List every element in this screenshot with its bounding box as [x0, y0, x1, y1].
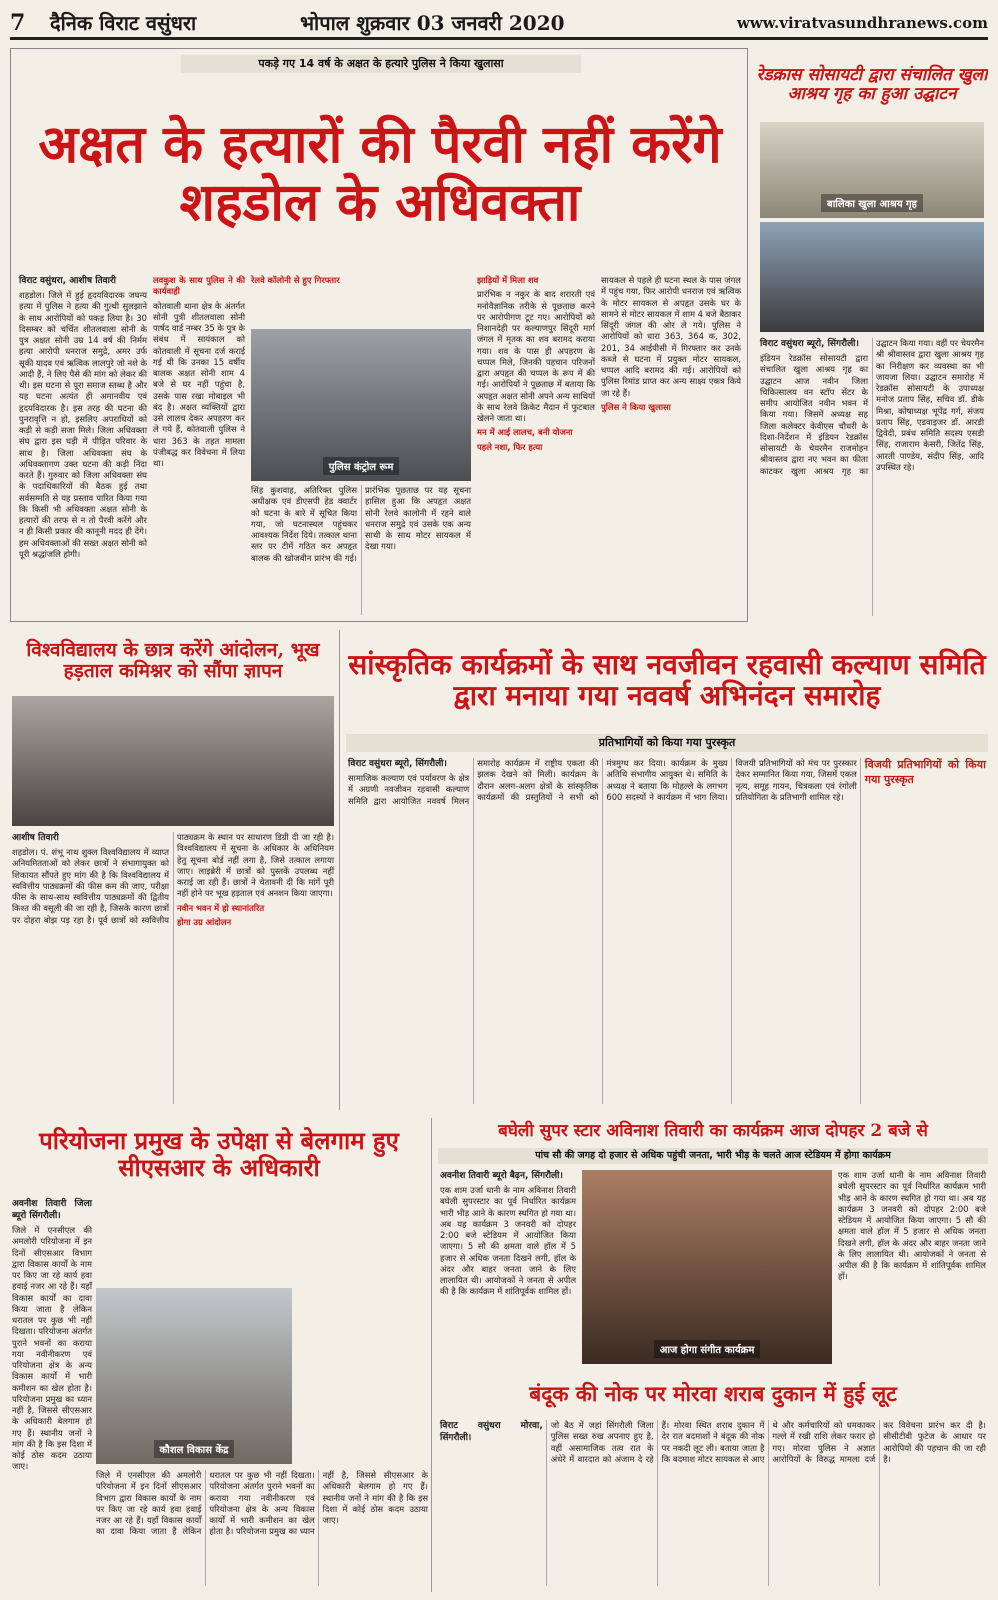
story-headline: सांस्कृतिक कार्यक्रमों के साथ नवजीवन रहवासी कल्याण समिति द्वारा मनाया गया नववर्ष अभिनंदन समारोह [348, 647, 986, 712]
story-body [760, 338, 984, 616]
story-byline: विराट वसुंधरा, आशीष तिवारी [19, 276, 116, 286]
story-headline: रेडक्रास सोसायटी द्वारा संचालित खुला आश्रय गृह का हुआ उद्घाटन [756, 64, 988, 104]
story-text: सामाजिक कल्याण एवं पर्यावरण के क्षेत्र में अग्रणी नवजीवन रहवासी कल्याण समिति द्वारा आयोजित नववर्ष मिलन समारोह कार्यक्रम में राष्ट्रीय एकता की झलक देखने को मिली। कार्यक्रम के दौरान अलग-अलग क्षेत्रों के सांस्कृतिक कार्यक्रमों की प्रस्तुतियों ने सभी को मंत्रमुग्ध कर दिया। कार्यक्रम के मुख्य अतिथि संभागीय आयुक्त थे। समिति के अध्यक्ष ने बताया कि मोहल्ले के लगभग 600 सदस्यों ने कार्यक्रम में भाग लिया। विजयी प्रतिभागियों को मंच पर पुरस्कार देकर सम्मानित किया गया, जिसमें एकल नृत्य, समूह गायन, चित्रकला एवं रंगोली प्रतियोगिता के प्रतिभागी शामिल रहे। [348, 758, 857, 806]
subhead: रेलवे कॉलोनी से हुए गिरफ्तार [251, 275, 340, 285]
story-column [601, 275, 741, 615]
crowd-photo [582, 1170, 832, 1364]
story-text: इंडियन रेडक्रॉस सोसायटी द्वारा संचालित खुला आश्रय गृह का उद्घाटन आज नवीन जिला चिकित्सालय वन स्टॉप सेंटर के समीप आयोजित नवीन भवन में किया गया। जिसमें अध्यक्ष सह जिला कलेक्टर केवीएस चौधरी के दिशा-निर्देशन में इंडियन रेडक्रॉस सोसायटी के चेयरमैन राजमोहन श्रीवास्तव द्वारा नए भवन का फीता काटकर खुला आश्रय गृह का उद्घाटन किया गया। वहीं पर चेयरमैन श्री श्रीवास्तव द्वारा खुला आश्रय गृह का निरीक्षण कर व्यवस्था का भी जायजा लिया। उद्घाटन समारोह में रेडक्रॉस सोसायटी के उपाध्यक्ष मनोज प्रताप सिंह, सचिव डॉ. डीके मिश्रा, कोषाध्यक्ष भूपेंद्र गर्ग, संजय प्रताप सिंह, एडवाइजर डॉ. आरडी द्विवेदी, प्रबंध समिति सदस्य एसडी सिंह, राजाराम केसरी, जितेंद्र सिंह, आरती पाण्डेय, संदीप सिंह, आदि उपस्थित रहे। [760, 338, 984, 476]
story-byline: अवनीश तिवारी ब्यूरो बैढ़न, सिंगरौली। [440, 1171, 563, 1181]
story-university-protest [10, 630, 340, 1110]
story-new-year-celebration [346, 630, 988, 1110]
photo-caption: पुलिस कंट्रोल रूम [323, 457, 400, 475]
story-text: जो बैठ में जहां सिंगरौली जिला पुलिस सख्त रुख अपनाए हुए है, वहीं असामाजिक तत्व रात के अंधेरे में वारदात को अंजाम दे रहे हैं। मोरवा स्थित शराब दुकान में देर रात बदमाशों ने बंदूक की नोक पर नकदी लूट ली। बताया जाता है कि बदमाश मोटर सायकल से आए थे और कर्मचारियों को धमकाकर गल्ले में रखी राशि लेकर फरार हो गए। मोरवा पुलिस ने अज्ञात आरोपियों के विरुद्ध मामला दर्ज कर विवेचना प्रारंभ कर दी है। सीसीटीवी फुटेज के आधार पर आरोपियों की पहचान की जा रही है। [550, 1420, 986, 1464]
story-column [96, 1470, 428, 1586]
subhead: पुलिस ने किया खुलासा [601, 401, 671, 412]
subhead: विजयी प्रतिभागियों को किया गया पुरस्कृत [864, 758, 986, 786]
story-body [440, 1420, 986, 1586]
story-column [12, 1198, 92, 1586]
story-headline: विश्वविद्यालय के छात्र करेंगे आंदोलन, भूख हड़ताल कमिश्नर को सौंपा ज्ञापन [26, 638, 320, 682]
story-liquor-shop-robbery [438, 1372, 988, 1592]
story-text: एक शाम उर्जा धानी के नाम अविनाश तिवारी बघेली सुपरस्टार का पूर्व निर्धारित कार्यक्रम भारी भीड़ आने के कारण स्थगित हो गया था। अब यह कार्यक्रम 3 जनवरी को दोपहर 2:00 बजे स्टेडियम में आयोजित किया जाएगा। 5 सौ की क्षमता वाले हॉल में 5 हजार से अधिक जनता दिखने लगी, हॉल के अंदर और बाहर जनता जाने के लिए लालायित थी। आयोजकों ने जनता से अपील की है कि कार्यक्रम में शांतिपूर्वक शामिल हों। [440, 1185, 576, 1297]
story-column [153, 275, 245, 615]
story-byline: विराट वसुंधरा ब्यूरो, सिंगरौली। [348, 759, 447, 769]
story-text: एक शाम उर्जा धानी के नाम अविनाश तिवारी बघेली सुपरस्टार का पूर्व निर्धारित कार्यक्रम भारी भीड़ आने के कारण स्थगित हो गया था। अब यह कार्यक्रम 3 जनवरी को दोपहर 2:00 बजे स्टेडियम में आयोजित किया जाएगा। 5 सौ की क्षमता वाले हॉल में 5 हजार से अधिक जनता दिखने लगी, हॉल के अंदर और बाहर जनता जाने के लिए लालायित थी। आयोजकों ने जनता से अपील की है कि कार्यक्रम में शांतिपूर्वक शामिल हों। [838, 1170, 986, 1282]
story-column [251, 485, 471, 615]
story-column [251, 275, 359, 327]
subhead: नवीन भवन में हो स्थानांतरित [177, 902, 265, 913]
photo-caption: बालिका खुला आश्रय गृह [821, 194, 923, 212]
csr-event-photo [96, 1288, 292, 1464]
story-headline: बंदूक की नोक पर मोरवा शराब दुकान में हुई लूट [529, 1381, 897, 1407]
column-text: सायकल से पहले ही घटना स्थल के पास जंगल में पहुंच गया, फिर आरोपी धनराज एवं ऋत्विक के मोटर सायकल से अपहृत उसके घर के सामने से मोटर सायकल में शाम 4 बजे बैठाकर सिंदूरी जंगल की ओर ले गये। पुलिस ने आरोपियों को धारा 363, 364 क, 302, 201, 34 आईपीसी में गिरफ्तार कर उनके कब्जे से घटना में प्रयुक्त मोटर सायकल, चप्पल आदि बरामद की गई। आरोपियों को पुलिस रिमांड प्राप्त कर अन्य साक्ष्य एकत्र किये जा रहे हैं। [601, 275, 741, 398]
column-text: कोतवाली थाना क्षेत्र के अंतर्गत सोनी पुत्री शीतलवाला सोनी पार्षद वार्ड नम्बर 35 के पुत्र के संबंध में सायंकाल को कोतवाली में सूचना दर्ज कराई गई थी कि उनका 15 वर्षीय बालक अक्षत सोनी शाम 4 बजे से घर नहीं पहुंचा है, उसके पास रखा मोबाइल भी बंद है। अक्षत व्यक्तियों द्वारा उसे लालच देकर अपहरण कर ले गये हैं, कोतवाली पुलिस ने धारा 363 के तहत मामला पंजीबद्ध कर विवेचना में लिया था। [153, 300, 245, 468]
story-text: शहडोल। पं. शंभू नाथ शुक्ल विश्वविद्यालय में व्याप्त अनियमितताओं को लेकर छात्रों ने संभागायुक्त को शिकायत सौंपते हुए मांग की है कि विश्वविद्यालय में स्ववित्तीय पाठ्यक्रमों की फीस कम की जाए, परीक्षा फीस के साथ-साथ स्ववित्तीय पाठ्यक्रमों की द्वितीय किश्त की वसूली की जा रही है, जिसके कारण छात्रों पर दोहरा बोझ पड़ रहा है। पूर्व छात्रों को स्ववित्तीय पाठ्यक्रम के स्थान पर साधारण डिग्री दी जा रही है। विश्वविद्यालय में सूचना के अधिकार के अधिनियम हेतु सूचना बोर्ड नहीं लगा है, जिसे तत्काल लगाया जाए। लाइब्रेरी में छात्रों को पुस्तकें उपलब्ध नहीं कराई जा रही हैं। छात्रों ने चेतावनी दी कि मांगें पूरी नहीं होने पर भूख हड़ताल एवं अनशन किया जाएगा। [12, 832, 334, 925]
website-url[interactable]: www.viratvasundhranews.com [736, 13, 988, 32]
story-byline: विराट वसुंधरा ब्यूरो, सिंगरौली। [760, 339, 859, 349]
subhead: पहले नशा, फिर हत्या [477, 441, 543, 452]
story-akshat-murder [10, 48, 748, 622]
story-avinash-tiwari-show [438, 1118, 988, 1368]
story-headline: अक्षत के हत्यारों की पैरवी नहीं करेंगे शहडोल के अधिवक्ता [38, 113, 722, 233]
story-headline: बघेली सुपर स्टार अविनाश तिवारी का कार्यक्रम आज दोपहर 2 बजे से [498, 1121, 928, 1142]
edition-date: भोपाल शुक्रवार 03 जनवरी 2020 [300, 11, 565, 35]
suspects-photo [251, 329, 471, 481]
group-photo [760, 222, 984, 332]
students-photo [12, 696, 334, 826]
inauguration-photo [760, 122, 984, 218]
story-redcross-shelter [756, 48, 988, 622]
story-csr-officers [10, 1118, 432, 1592]
story-column [477, 275, 595, 615]
story-byline: अवनीश तिवारी जिला ब्यूरो सिंगरौली। [12, 1199, 92, 1222]
subhead: झाड़ियों में मिला शव [477, 275, 539, 285]
subhead: लवकुश के साथ पुलिस ने की कार्यवाही [153, 275, 245, 297]
paper-name: दैनिक विराट वसुंधरा [50, 11, 197, 35]
story-body [348, 758, 986, 1104]
story-body [12, 832, 334, 1104]
story-column [440, 1170, 576, 1364]
story-byline: आशीष तिवारी [12, 833, 59, 843]
story-strap: प्रतिभागियों को किया गया पुरस्कृत [346, 734, 988, 752]
photo-caption: कौशल विकास केंद्र [154, 1440, 235, 1458]
column-text: सिंह कुशवाह, अतिरिक्त पुलिस अधीक्षक एवं डीएसपी हेड क्वार्टर को घटना के बारे में सूचित किया गया, जो घटनास्थल पहुंचकर आवश्यक निर्देश दिये। तत्काल थाना स्तर पर टीमें गठित कर अपहृत बालक की खोजबीन प्रारंभ की गई। प्रारंभिक पूछताछ पर यह सूचना हासिल हुआ कि अपहृत अक्षत सोनी रेलवे कालोनी में रहने वाले धनराज समुद्रे एवं उसके एक अन्य साथी के साथ मोटर सायकल में देखा गया। [251, 485, 471, 563]
photo-caption: आज होगा संगीत कार्यक्रम [654, 1340, 761, 1358]
story-strap: पांच सौ की जगह दो हजार से अधिक पहुंची जनता, भारी भीड़ के चलते आज स्टेडियम में होगा कार्यक्रम [438, 1148, 988, 1164]
subhead: होगा उग्र आंदोलन [177, 916, 232, 927]
story-column [838, 1170, 986, 1364]
subhead: मन में आई लालच, बनी योजना [477, 427, 573, 438]
story-headline: परियोजना प्रमुख के उपेक्षा से बेलगाम हुए सीएसआर के अधिकारी [39, 1126, 399, 1182]
column-text: शहडोल। जिले में हुई हृदयविदारक जघन्य हत्या में पुलिस ने हत्या की गुत्थी सुलझाने के साथ आरोपियों को पकड़ लिया है। 30 दिसम्बर को चर्चित शीतलवाला सोनी के पुत्र अक्षत सोनी उम्र 14 वर्ष की निर्मम हत्या आरोपी धनराज समुद्रे, अमर उर्फ सूकी यादव एवं ऋत्विक लालपुरे जो नशे के आदी हैं, ने लिए पैसे की मांग को लेकर की थी। इस घटना से पूरा समाज स्तब्ध है और यह घटना अत्यंत ही अमानवीय एवं हृदयविदारक है। इस तरह की घटना की पुनरावृत्ति न हो, इसलिए अपराधियों को कड़ी से कड़ी सजा मिले। जिला अधिवक्ता संघ द्वारा इस घड़ी में पीड़ित परिवार के साथ है। जिला अधिवक्ता संघ के अधिवक्तागण उक्त घटना की कड़ी निंदा करते हैं। गुरुवार को जिला अधिवक्ता संघ के पदाधिकारियों की बैठक हुई तथा सर्वसम्मति से यह प्रस्ताव पारित किया गया कि किसी भी अधिवक्ता अक्षत सोनी के हत्यारों की तरफ से न तो पैरवी करेंगे और न ही किसी प्रकार की कानूनी मदद ही देंगे। हम अधिवक्ताओं की सख्त अक्षत सोनी को पूरी श्रद्धांजलि होगी। [19, 290, 147, 559]
masthead [10, 8, 988, 40]
column-text: प्रारंभिक न नकुर के बाद शरारती एवं मनोवैज्ञानिक तरीके से पूछताछ करने पर आरोपीगण टूट गए। आरोपियों को निशानदेही पर कल्याणपुर सिंदूरी मार्ग जंगल में मृतक का शव बरामद कराया गया। शव के पास ही अपहरण के चप्पल मिले, जिनकी पहचान परिजनों द्वारा अपहृत की चप्पल के रूप में की गई। आरोपियों ने पूछताछ में बताया कि अपहृत अक्षत सोनी अपने अन्य साथियों के साथ रेलवे क्रिकेट मैदान में फुटबाल खेलने जाता था। [477, 289, 595, 423]
page-number: 7 [10, 9, 26, 36]
story-text: जिले में एनसीएल की अमलोरी परियोजना में इन दिनों सीएसआर विभाग द्वारा विकास कार्यों के नाम पर किए जा रहे कार्य हवा हवाई नजर आ रहे हैं। यहाँ विकास कार्यों का दावा किया जाता है लेकिन धरातल पर कुछ भी नहीं दिखता। परियोजना अंतर्गत पुराने भवनों का कराया गया नवीनीकरण एवं परियोजना क्षेत्र के अन्य विकास कार्यों में भारी कमीशन का खेल होता है। परियोजना प्रमुख का ध्यान नहीं है, जिससे सीएसआर के अधिकारी बेलगाम हो गए हैं। स्थानीय जनों ने मांग की है कि इस दिशा में कोई ठोस कदम उठाया जाए। [96, 1470, 428, 1537]
story-column [19, 275, 147, 615]
story-text: जिले में एनसीएल की अमलोरी परियोजना में इन दिनों सीएसआर विभाग द्वारा विकास कार्यों के नाम पर किए जा रहे कार्य हवा हवाई नजर आ रहे हैं। यहाँ विकास कार्यों का दावा किया जाता है लेकिन धरातल पर कुछ भी नहीं दिखता। परियोजना अंतर्गत पुराने भवनों का कराया गया नवीनीकरण एवं परियोजना क्षेत्र के अन्य विकास कार्यों में भारी कमीशन का खेल होता है। परियोजना प्रमुख का ध्यान नहीं है, जिससे सीएसआर के अधिकारी बेलगाम हो गए हैं। स्थानीय जनों ने मांग की है कि इस दिशा में कोई ठोस कदम उठाया जाए। [12, 1225, 92, 1472]
story-byline: विराट वसुंधरा मोरवा, सिंगरौली। [440, 1421, 543, 1444]
story-strap: पकड़े गए 14 वर्ष के अक्षत के हत्यारे पुलिस ने किया खुलासा [181, 55, 581, 73]
